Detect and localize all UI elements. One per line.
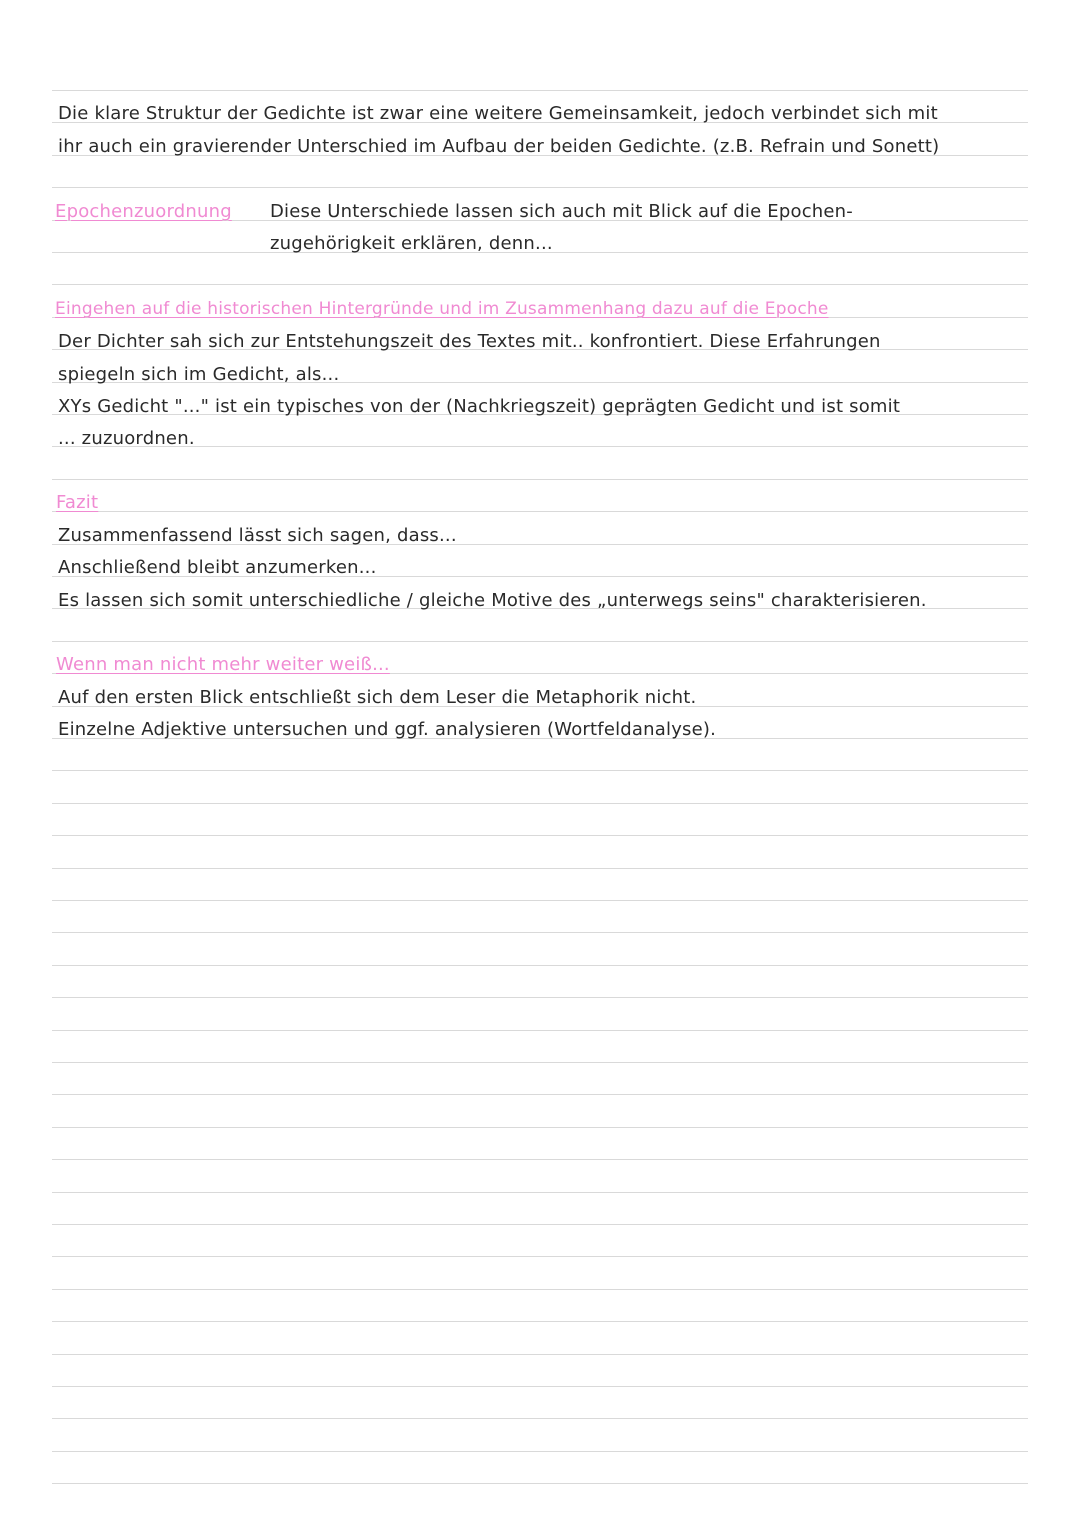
ruled-line xyxy=(52,997,1028,998)
ruled-line xyxy=(52,932,1028,933)
ruled-line xyxy=(52,1127,1028,1128)
ruled-line xyxy=(52,1321,1028,1322)
stuck-heading: Wenn man nicht mehr weiter weiß... xyxy=(56,654,390,675)
ruled-line xyxy=(52,1386,1028,1387)
epoch-line-2: zugehörigkeit erklären, denn... xyxy=(270,233,553,254)
ruled-line xyxy=(52,641,1028,642)
ruled-line xyxy=(52,1483,1028,1484)
fazit-heading: Fazit xyxy=(56,492,99,513)
epoch-heading: Epochenzuordnung xyxy=(55,201,232,222)
stuck-line-2: Einzelne Adjektive untersuchen und ggf. analysieren (Wortfeldanalyse). xyxy=(58,719,717,740)
ruled-line xyxy=(52,1354,1028,1355)
history-line-2: spiegeln sich im Gedicht, als... xyxy=(58,364,340,385)
fazit-line-2: Anschließend bleibt anzumerken... xyxy=(58,557,377,578)
ruled-line xyxy=(52,1256,1028,1257)
ruled-line xyxy=(52,803,1028,804)
ruled-line xyxy=(52,868,1028,869)
history-line-4: ... zuzuordnen. xyxy=(58,428,195,449)
ruled-line xyxy=(52,90,1028,91)
ruled-line xyxy=(52,1289,1028,1290)
fazit-line-3: Es lassen sich somit unterschiedliche / gleiche Motive des „unterwegs seins" charakterisieren. xyxy=(58,590,927,611)
ruled-line xyxy=(52,1030,1028,1031)
ruled-line xyxy=(52,900,1028,901)
history-heading: Eingehen auf die historischen Hintergründe und im Zusammenhang dazu auf die Epoche xyxy=(55,299,829,319)
epoch-line-1: Diese Unterschiede lassen sich auch mit Blick auf die Epochen- xyxy=(270,201,853,222)
structure-line-2: ihr auch ein gravierender Unterschied im Aufbau der beiden Gedichte. (z.B. Refrain und Sonett) xyxy=(58,136,940,157)
ruled-line xyxy=(52,1062,1028,1063)
ruled-line xyxy=(52,187,1028,188)
ruled-line xyxy=(52,1418,1028,1419)
ruled-line xyxy=(52,446,1028,447)
structure-line-1: Die klare Struktur der Gedichte ist zwar eine weitere Gemeinsamkeit, jedoch verbindet sich mit xyxy=(58,103,938,124)
stuck-line-1: Auf den ersten Blick entschließt sich dem Leser die Metaphorik nicht. xyxy=(58,687,697,708)
ruled-line xyxy=(52,1159,1028,1160)
ruled-line xyxy=(52,835,1028,836)
fazit-line-1: Zusammenfassend lässt sich sagen, dass... xyxy=(58,525,457,546)
ruled-line xyxy=(52,479,1028,480)
ruled-line xyxy=(52,1224,1028,1225)
ruled-line xyxy=(52,284,1028,285)
ruled-line xyxy=(52,1451,1028,1452)
ruled-line xyxy=(52,965,1028,966)
ruled-line xyxy=(52,770,1028,771)
history-line-3: XYs Gedicht "..." ist ein typisches von der (Nachkriegszeit) geprägten Gedicht und ist somit xyxy=(58,396,901,417)
ruled-line xyxy=(52,1094,1028,1095)
history-line-1: Der Dichter sah sich zur Entstehungszeit des Textes mit.. konfrontiert. Diese Erfahrungen xyxy=(58,331,881,352)
ruled-line xyxy=(52,1192,1028,1193)
ruled-line xyxy=(52,511,1028,512)
